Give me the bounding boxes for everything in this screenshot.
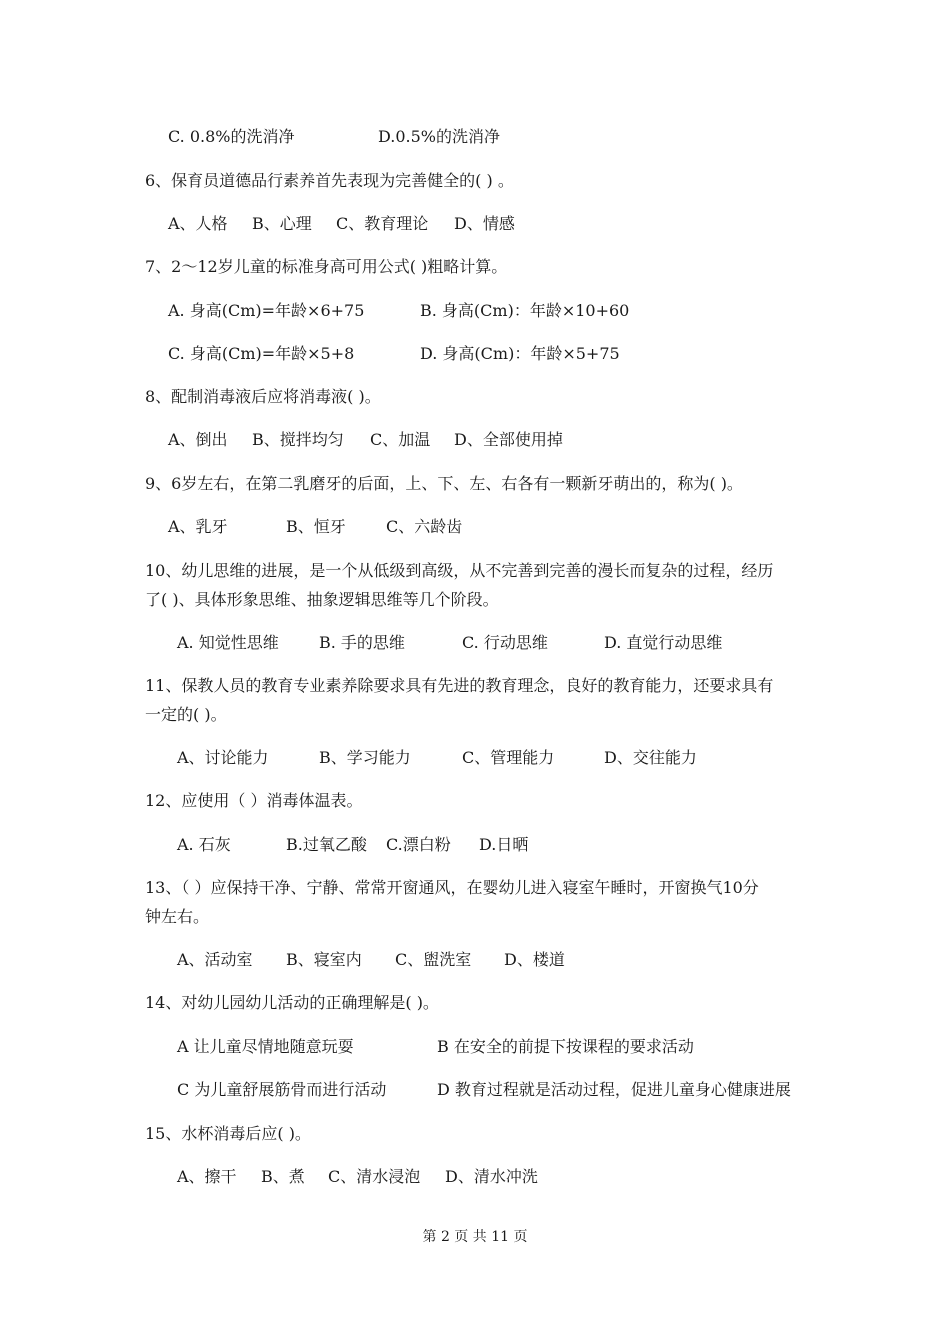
q15-text: 15、水杯消毒后应( )。: [145, 1124, 311, 1143]
q9-text: 9、6岁左右，在第二乳磨牙的后面，上、下、左、右各有一颗新牙萌出的，称为( )。: [145, 474, 743, 493]
q14-option-b: B 在安全的前提下按课程的要求活动: [437, 1037, 694, 1056]
q15-option: C、清水浸泡: [328, 1167, 421, 1186]
q15-options: [0, 1167, 950, 1187]
q13-option: A、活动室: [177, 950, 253, 969]
q9-option: C、六龄齿: [386, 517, 463, 536]
q6-option: C、教育理论: [336, 214, 429, 233]
q7-option-d: D. 身高(Cm)：年龄×5+75: [420, 344, 620, 363]
q7-text: 7、2～12岁儿童的标准身高可用公式( )粗略计算。: [145, 257, 508, 276]
q14-text: 14、对幼儿园幼儿活动的正确理解是( )。: [145, 993, 439, 1012]
q10-text-line2: 了( )、具体形象思维、抽象逻辑思维等几个阶段。: [145, 590, 499, 609]
q13-option: C、盥洗室: [395, 950, 472, 969]
q9-option: A、乳牙: [168, 517, 228, 536]
q6-option: D、情感: [454, 214, 515, 233]
q7-option-c: C. 身高(Cm)=年龄×5+8: [168, 344, 355, 363]
q8-option: A、倒出: [168, 430, 228, 449]
q7-options-row1: [0, 301, 950, 321]
q8-option: D、全部使用掉: [454, 430, 563, 449]
q7-options-row2: [0, 344, 950, 364]
q11-option: A、讨论能力: [177, 748, 269, 767]
q13-option: B、寝室内: [286, 950, 362, 969]
q12-options: [0, 835, 950, 855]
q14-options-row1: [0, 1037, 950, 1057]
page-number: 第 2 页 共 11 页: [422, 1229, 528, 1245]
q11-option: D、交往能力: [604, 748, 697, 767]
q10-option: D. 直觉行动思维: [604, 633, 723, 652]
q14-option-c: C 为儿童舒展筋骨而进行活动: [177, 1080, 387, 1099]
q10-option: A. 知觉性思维: [177, 633, 279, 652]
q14-option-d: D 教育过程就是活动过程，促进儿童身心健康进展: [437, 1080, 791, 1099]
q7-option-b: B. 身高(Cm)：年龄×10+60: [420, 301, 630, 320]
q15-option: A、擦干: [177, 1167, 237, 1186]
q12-option: D.日晒: [479, 835, 529, 854]
q9-options: [0, 517, 950, 537]
q8-options: [0, 430, 950, 450]
q6-option: B、心理: [252, 214, 312, 233]
q10-options: [0, 633, 950, 653]
q9-option: B、恒牙: [286, 517, 346, 536]
q11-text-line1: 11、保教人员的教育专业素养除要求具有先进的教育理念，良好的教育能力，还要求具有: [145, 676, 774, 695]
q8-option: B、搅拌均匀: [252, 430, 344, 449]
q11-options: [0, 748, 950, 768]
q12-text: 12、应使用（ ）消毒体温表。: [145, 791, 363, 810]
q11-option: C、管理能力: [462, 748, 555, 767]
q13-text-line1: 13、（ ）应保持干净、宁静、常常开窗通风，在婴幼儿进入寝室午睡时，开窗换气10分: [145, 878, 759, 897]
q8-text: 8、配制消毒液后应将消毒液( )。: [145, 387, 381, 406]
q6-option: A、人格: [168, 214, 228, 233]
q5-option-c: C. 0.8%的洗消净: [168, 127, 295, 146]
q14-option-a: A 让儿童尽情地随意玩耍: [177, 1037, 354, 1056]
q7-option-a: A. 身高(Cm)=年龄×6+75: [168, 301, 365, 320]
q10-option: C. 行动思维: [462, 633, 548, 652]
q11-text-line2: 一定的( )。: [145, 705, 227, 724]
q5-options: [0, 127, 950, 147]
q12-option: B.过氧乙酸: [286, 835, 367, 854]
q13-text-line2: 钟左右。: [145, 907, 210, 926]
q15-option: B、煮: [261, 1167, 305, 1186]
q13-option: D、楼道: [504, 950, 565, 969]
q10-option: B. 手的思维: [319, 633, 405, 652]
q5-option-d: D.0.5%的洗消净: [378, 127, 500, 146]
q10-text-line1: 10、幼儿思维的进展，是一个从低级到高级，从不完善到完善的漫长而复杂的过程，经历: [145, 561, 774, 580]
q12-option: C.漂白粉: [386, 835, 451, 854]
q6-options: [0, 214, 950, 234]
q6-text: 6、保育员道德品行素养首先表现为完善健全的( ) 。: [145, 171, 514, 190]
q14-options-row2: [0, 1080, 950, 1100]
q12-option: A. 石灰: [177, 835, 231, 854]
q11-option: B、学习能力: [319, 748, 411, 767]
q15-option: D、清水冲洗: [445, 1167, 538, 1186]
q13-options: [0, 950, 950, 970]
q8-option: C、加温: [370, 430, 431, 449]
